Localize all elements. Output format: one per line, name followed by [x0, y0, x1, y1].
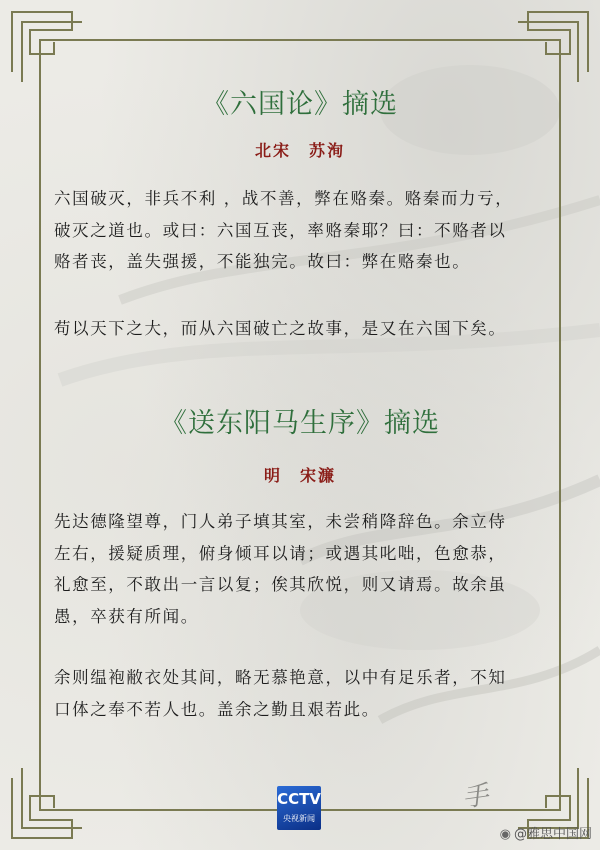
watermark-text: @雅思中国网 [513, 827, 592, 842]
section2-paragraph-1: 先达德隆望尊，门人弟子填其室，未尝稍降辞色。余立侍 左右，援疑质理，俯身倾耳以请；或遇其叱咄，色愈恭， 礼愈至，不敢出一言以复；俟其欣悦，则又请焉。故余虽 愚，卒获有所闻。 [54, 512, 507, 626]
signature-mark: 手 [460, 780, 491, 814]
section1-paragraph-1: 六国破灭，非兵不利 ，战不善，弊在赂秦。赂秦而力亏， 破灭之道也。或曰：六国互丧，率赂秦耶？曰：不赂者以 赂者丧，盖失强援，不能独完。故曰：弊在赂秦也。 [54, 189, 514, 271]
weibo-icon: ◉ [499, 827, 511, 842]
watermark [500, 823, 592, 842]
section2-title: 《送东阳马生序》摘选 [160, 408, 440, 439]
section1-title: 《六国论》摘选 [202, 89, 398, 120]
cctv-news-logo [277, 786, 321, 830]
logo-subtext: 央视新闻 [283, 814, 315, 823]
section2-author: 明 宋濂 [263, 466, 336, 485]
section1-paragraph-2: 苟以天下之大，而从六国破亡之故事，是又在六国下矣。 [54, 319, 507, 338]
logo-text: CCTV [277, 790, 321, 808]
section2-paragraph-2: 余则缊袍敝衣处其间，略无慕艳意，以中有足乐者，不知 口体之奉不若人也。盖余之勤且艰若此。 [54, 668, 507, 719]
section1-author: 北宋 苏洵 [254, 141, 345, 160]
